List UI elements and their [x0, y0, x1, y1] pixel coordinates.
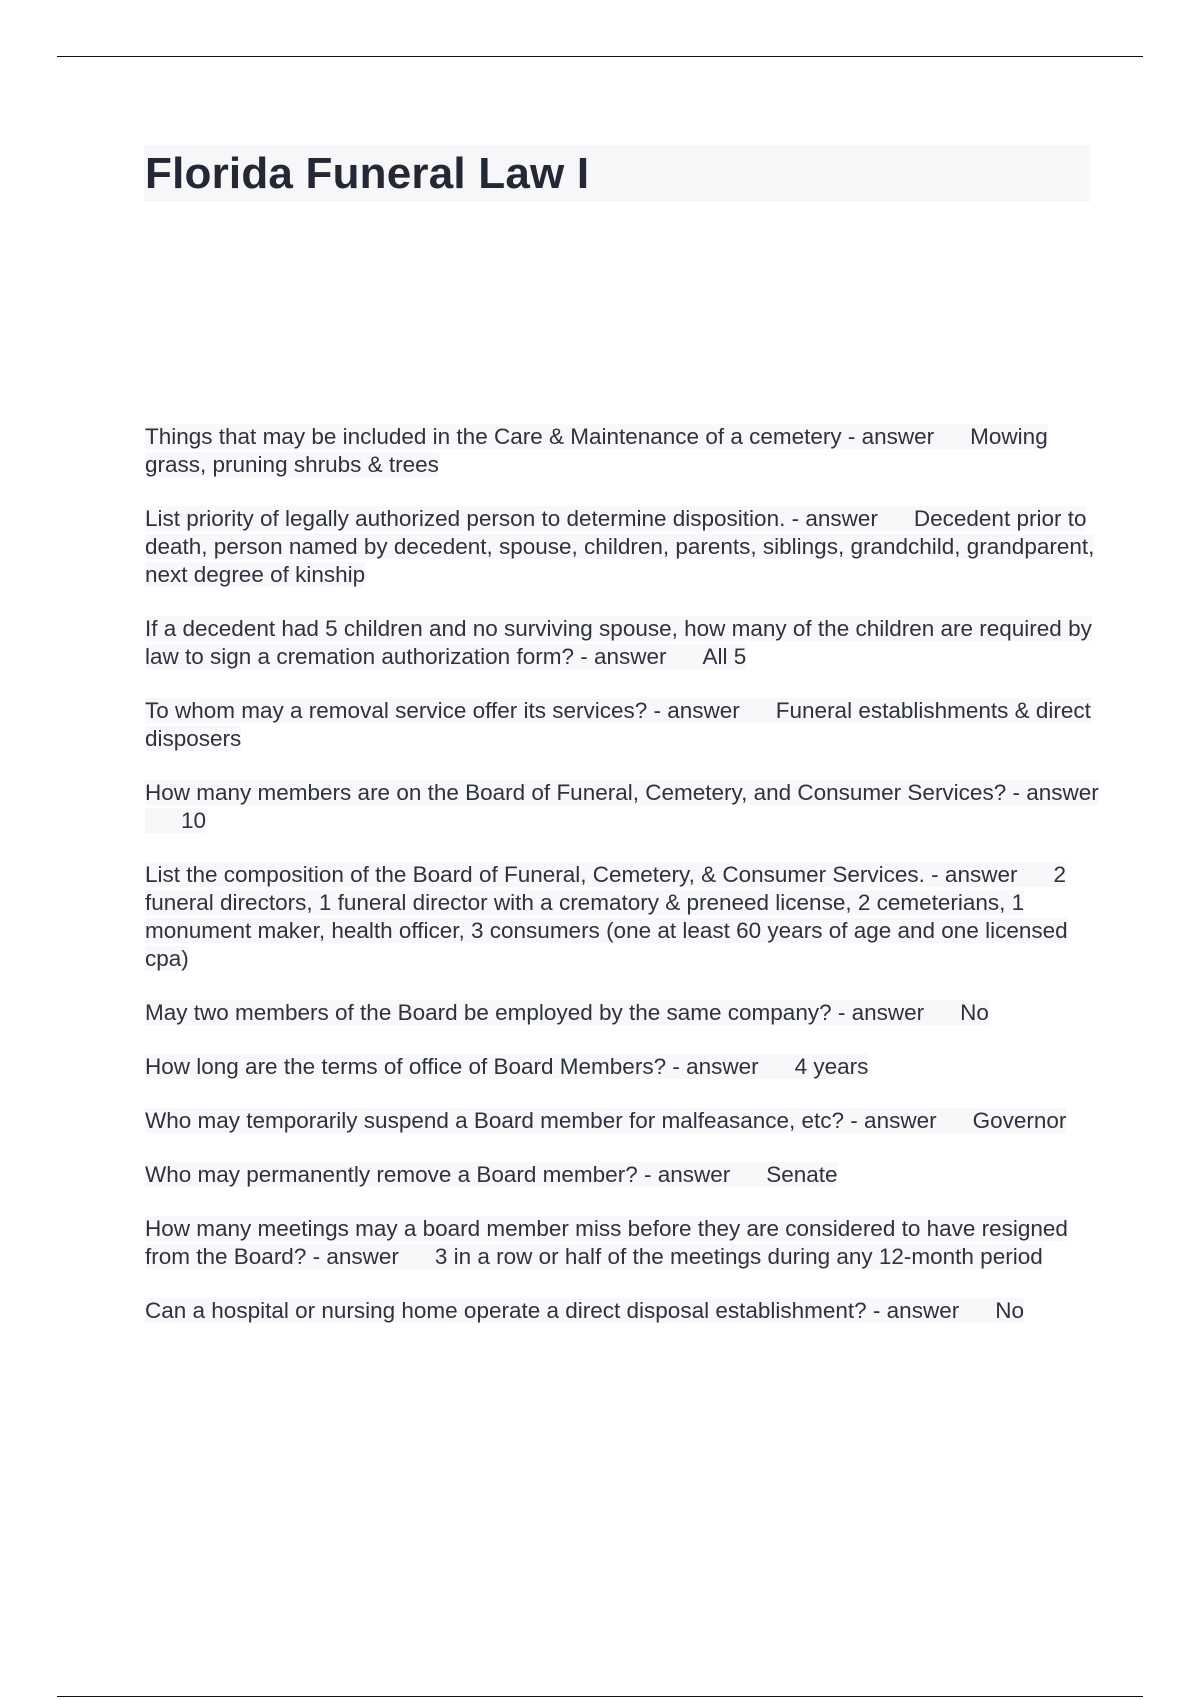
qa-item — [145, 615, 1100, 671]
question-text: Things that may be included in the Care & Maintenance of a cemetery - answer — [145, 424, 935, 449]
question-text: How many meetings may a board member miss before they are considered to have resigned from the Board? - answer — [145, 1216, 1068, 1269]
qa-item — [145, 1297, 1100, 1325]
qa-item — [145, 999, 1100, 1027]
question-text: Can a hospital or nursing home operate a direct disposal establishment? - answer — [145, 1298, 960, 1323]
question-text: How long are the terms of office of Board Members? - answer — [145, 1054, 759, 1079]
answer-text: Funeral establishments & direct disposers — [145, 698, 1091, 751]
qa-item — [145, 1053, 1100, 1081]
qa-item — [145, 779, 1100, 835]
question-text: List priority of legally authorized person to determine disposition. - answer — [145, 506, 878, 531]
answer-text: Senate — [766, 1162, 838, 1187]
answer-text: No — [995, 1298, 1024, 1323]
answer-text: Governor — [972, 1108, 1067, 1133]
question-text: To whom may a removal service offer its services? - answer — [145, 698, 740, 723]
bottom-rule — [57, 1696, 1143, 1697]
question-text: If a decedent had 5 children and no surviving spouse, how many of the children are required by law to sign a cremation authorization form? - answer — [145, 616, 1092, 669]
qa-item — [145, 423, 1100, 479]
question-text: How many members are on the Board of Funeral, Cemetery, and Consumer Services? - answer — [145, 780, 1099, 805]
answer-text: 10 — [181, 808, 207, 833]
question-text: Who may permanently remove a Board member? - answer — [145, 1162, 731, 1187]
question-text: List the composition of the Board of Funeral, Cemetery, & Consumer Services. - answer — [145, 862, 1018, 887]
answer-text: 2 funeral directors, 1 funeral director with a crematory & preneed license, 2 cemeterians, 1 monument maker, health officer, 3 consumers (one at least 60 years of age and one licensed cpa) — [145, 862, 1068, 971]
qa-list — [145, 423, 1100, 1351]
answer-text: All 5 — [702, 644, 747, 669]
answer-text: No — [960, 1000, 989, 1025]
qa-item — [145, 1215, 1100, 1271]
qa-item — [145, 861, 1100, 973]
page-title: Florida Funeral Law I — [145, 149, 590, 198]
answer-text: Mowing grass, pruning shrubs & trees — [145, 424, 1048, 477]
qa-item — [145, 505, 1100, 589]
question-text: Who may temporarily suspend a Board member for malfeasance, etc? - answer — [145, 1108, 937, 1133]
answer-text: 4 years — [794, 1054, 869, 1079]
top-rule — [57, 56, 1143, 57]
qa-item — [145, 697, 1100, 753]
answer-text: Decedent prior to death, person named by decedent, spouse, children, parents, siblings, grandchild, grandparent, next degree of kinship — [145, 506, 1095, 587]
answer-text: 3 in a row or half of the meetings during any 12-month period — [434, 1244, 1043, 1269]
question-text: May two members of the Board be employed by the same company? - answer — [145, 1000, 925, 1025]
qa-item — [145, 1161, 1100, 1189]
qa-item — [145, 1107, 1100, 1135]
